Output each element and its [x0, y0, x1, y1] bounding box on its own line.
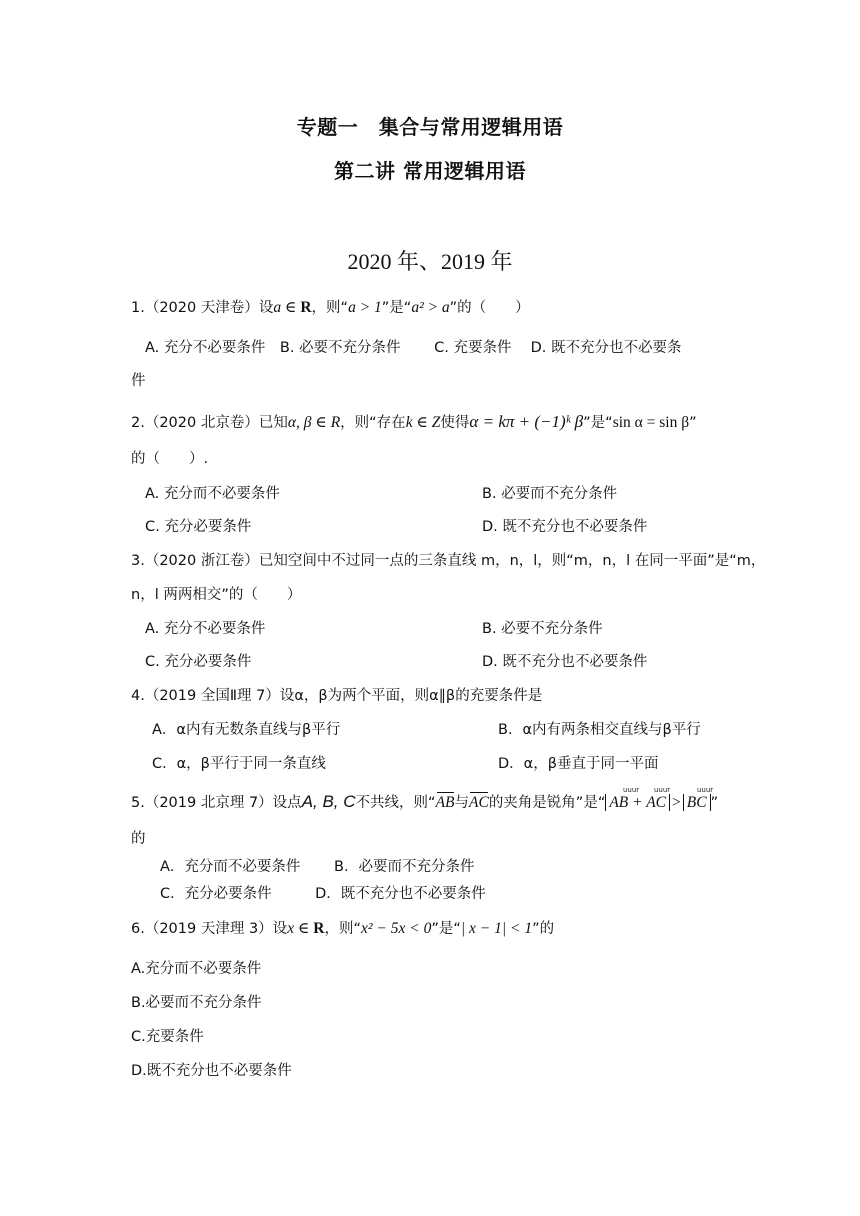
q2-option-c: C. 充分必要条件	[145, 519, 252, 535]
q2-math-k: k ∈ Z	[405, 414, 441, 431]
q2-text-2: 使得	[440, 415, 470, 431]
q6-tail: ”的	[532, 921, 555, 937]
q5-text-2: 与	[454, 795, 469, 811]
q2-math-alpha-eq: α = kπ + (−1)ᵏ β	[469, 412, 584, 431]
q6-math-R: R	[313, 920, 325, 937]
q2-tail: ”	[689, 415, 697, 431]
q6-math-cond1: x² − 5x < 0	[361, 920, 432, 937]
q6-math-cond2: | x − 1| < 1	[460, 920, 533, 937]
q4-option-d: D．α，β垂直于同一平面	[498, 756, 659, 772]
q5-arrow-mark-1: uuur	[623, 786, 640, 794]
lecture-title: 第二讲 常用逻辑用语	[334, 159, 526, 183]
q1-math-cond1: a > 1	[348, 299, 382, 316]
q5-line-2: 的	[131, 831, 146, 847]
q2-line-2: 的（ ）.	[131, 451, 209, 467]
q5-abs-bc: BC	[683, 794, 711, 811]
q5-vector-ac: AC	[469, 794, 489, 811]
q2-prefix: 2.（2020 北京卷）已知	[131, 415, 288, 431]
q6-option-b: B.必要而不充分条件	[131, 995, 262, 1011]
q5-prefix: 5.（2019 北京理 7）设点	[131, 795, 302, 811]
question-2	[131, 412, 697, 433]
q1-text-2: ”是“	[381, 300, 412, 316]
q5-arrow-mark-3: uuur	[697, 786, 714, 794]
q3-line-2: n，l 两两相交”的（ ）	[131, 587, 302, 603]
q1-prefix: 1.（2020 天津卷）设	[131, 300, 274, 316]
q6-math-x-in: x ∈	[287, 920, 314, 937]
question-1	[131, 298, 530, 318]
topic-title: 专题一 集合与常用逻辑用语	[296, 115, 564, 139]
q1-math-a-in: a ∈	[273, 299, 301, 316]
question-4: 4.（2019 全国Ⅱ理 7）设α，β为两个平面，则α∥β的充要条件是	[131, 688, 543, 704]
q5-abs-sum: AB + AC	[605, 794, 670, 811]
q5-text-1: 不共线，则“	[355, 795, 436, 811]
q6-option-a: A.充分而不必要条件	[131, 961, 262, 977]
q2-math-alpha-beta: α, β ∈ R	[287, 414, 341, 431]
q5-vector-ab: AB	[435, 794, 455, 811]
q4-option-c: C．α，β平行于同一条直线	[152, 756, 326, 772]
q2-option-d: D. 既不充分也不必要条件	[482, 519, 648, 535]
q6-option-d: D.既不充分也不必要条件	[131, 1063, 292, 1079]
years-heading: 2020 年、2019 年	[347, 249, 513, 274]
q5-gt: >	[672, 794, 681, 811]
q5-arrow-mark-2: uuur	[654, 786, 671, 794]
question-3: 3.（2020 浙江卷）已知空间中不过同一点的三条直线 m，n，l，则“m，n，l 在同一平面”是“m，	[131, 553, 766, 569]
q1-math-R: R	[300, 299, 312, 316]
q5-tail: ”	[710, 795, 719, 811]
q6-text-1: ，则“	[324, 921, 362, 937]
q2-text-3: ”是“	[583, 415, 613, 431]
q1-math-cond2: a² > a	[411, 299, 450, 316]
q2-math-sin: sin α = sin β	[612, 414, 690, 431]
q6-prefix: 6.（2019 天津理 3）设	[131, 921, 288, 937]
q3-option-d: D. 既不充分也不必要条件	[482, 654, 648, 670]
q5-options-row-2: C．充分必要条件 D．既不充分也不必要条件	[160, 886, 486, 902]
q2-option-b: B. 必要而不充分条件	[482, 486, 618, 502]
q3-option-b: B. 必要不充分条件	[482, 621, 603, 637]
q5-text-3: 的夹角是锐角”是“	[488, 795, 606, 811]
q4-option-a: A．α内有无数条直线与β平行	[152, 722, 341, 738]
q1-text-1: ，则“	[311, 300, 349, 316]
q2-option-a: A. 充分而不必要条件	[145, 486, 280, 502]
question-5	[131, 792, 718, 813]
q2-text-1: ，则“存在	[340, 415, 406, 431]
q1-tail: ”的（ ）	[449, 300, 530, 316]
question-6	[131, 919, 554, 939]
q3-option-a: A. 充分不必要条件	[145, 621, 266, 637]
q6-option-c: C.充要条件	[131, 1029, 204, 1045]
q5-options-row-1: A．充分而不必要条件 B．必要而不充分条件	[160, 859, 475, 875]
q5-points: A, B, C	[301, 792, 356, 811]
q6-text-2: ”是“	[431, 921, 461, 937]
q1-options-wrap: 件	[131, 373, 146, 389]
q4-option-b: B．α内有两条相交直线与β平行	[498, 722, 701, 738]
q3-option-c: C. 充分必要条件	[145, 654, 252, 670]
q1-options: A. 充分不必要条件 B. 必要不充分条件 C. 充要条件 D. 既不充分也不必要条	[145, 340, 682, 356]
